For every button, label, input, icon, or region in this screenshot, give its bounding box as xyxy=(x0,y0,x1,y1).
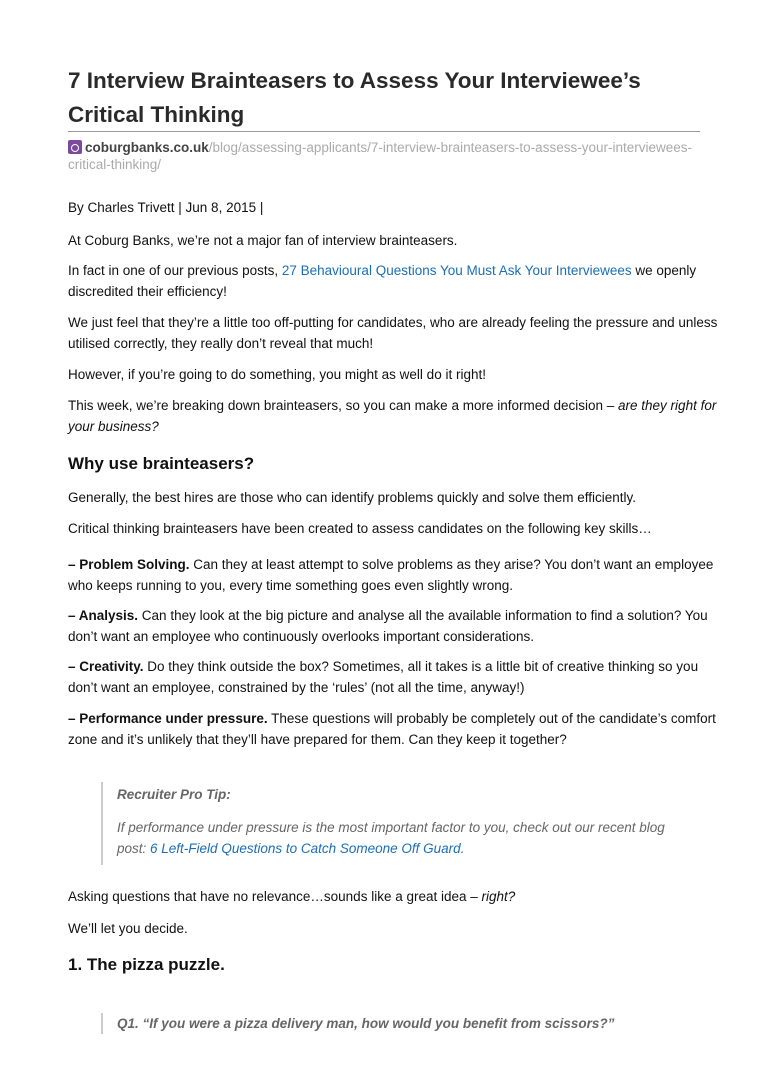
pro-tip-title: Recruiter Pro Tip: xyxy=(117,787,231,802)
skill-item xyxy=(68,605,718,647)
page-title: 7 Interview Brainteasers to Assess Your Interviewee’s Critical Thinking xyxy=(68,68,641,127)
behavioural-questions-link[interactable]: 27 Behavioural Questions You Must Ask Your Interviewees xyxy=(281,263,632,278)
text: In fact in one of our previous posts, xyxy=(68,263,282,278)
skill-text: Do they think outside the box? Sometimes, all it takes is a little bit of creative thinking so you don’t want an employee, constrained by the ‘rules’ (not all the time, anyway!) xyxy=(68,659,699,695)
skill-item xyxy=(68,708,718,750)
heading-why: Why use brainteasers? xyxy=(68,454,255,473)
skill-label: – Creativity. xyxy=(68,659,144,674)
paragraph: Generally, the best hires are those who can identify problems quickly and solve them efficiently. xyxy=(68,490,637,505)
paragraph xyxy=(68,260,718,302)
paragraph: We just feel that they’re a little too off-putting for candidates, who are already feeling the pressure and unless utilised correctly, they really don’t reveal that much! xyxy=(68,315,718,351)
skill-text: Can they look at the big picture and analyse all the available information to find a solution? You don’t want an employee who continuously overlooks important considerations. xyxy=(68,608,708,644)
text: we openly discredited their efficiency! xyxy=(68,263,697,299)
skill-text: Can they at least attempt to solve problems as they arise? You don’t want an employee who keeps running to you, every time something goes even slightly wrong. xyxy=(68,557,714,593)
question-blockquote: Q1. “If you were a pizza delivery man, how would you benefit from scissors?” xyxy=(101,1013,677,1034)
paragraph xyxy=(68,886,718,907)
title-divider xyxy=(68,131,700,132)
heading-pizza-puzzle: 1. The pizza puzzle. xyxy=(68,955,225,974)
source-domain[interactable]: coburgbanks.co.uk xyxy=(85,140,209,155)
text: Asking questions that have no relevance…sounds like a great idea – xyxy=(68,889,482,904)
skill-text: These questions will probably be completely out of the candidate’s comfort zone and it’s unlikely that they’ll have prepared for them. Can they keep it together? xyxy=(68,711,716,747)
paragraph: At Coburg Banks, we’re not a major fan of interview brainteasers. xyxy=(68,233,458,248)
skill-label: – Problem Solving. xyxy=(68,557,190,572)
emphasis: are they right for your business? xyxy=(68,398,717,434)
paragraph: We’ll let you decide. xyxy=(68,921,188,936)
emphasis: right? xyxy=(481,889,516,904)
paragraph: However, if you’re going to do something, you might as well do it right! xyxy=(68,367,486,382)
pro-tip-text xyxy=(117,817,677,859)
source-path[interactable]: /blog/assessing-applicants/7-interview-brainteasers-to-assess-your-interviewees-critical-thinking/ xyxy=(68,140,692,172)
skill-item xyxy=(68,554,718,596)
byline: By Charles Trivett | Jun 8, 2015 | xyxy=(68,200,264,215)
text: If performance under pressure is the most important factor to you, check out our recent blog post: xyxy=(117,820,665,856)
source-url xyxy=(68,139,708,173)
text: This week, we’re breaking down brainteasers, so you can make a more informed decision – xyxy=(68,398,619,413)
paragraph: Critical thinking brainteasers have been created to assess candidates on the following key skills… xyxy=(68,521,652,536)
pro-tip-blockquote xyxy=(101,782,677,865)
skill-label: – Performance under pressure. xyxy=(68,711,268,726)
left-field-questions-link[interactable]: 6 Left-Field Questions to Catch Someone Off Guard. xyxy=(150,841,465,856)
skill-item xyxy=(68,656,718,698)
skill-label: – Analysis. xyxy=(68,608,139,623)
paragraph xyxy=(68,395,718,437)
site-logo-icon xyxy=(68,140,82,154)
